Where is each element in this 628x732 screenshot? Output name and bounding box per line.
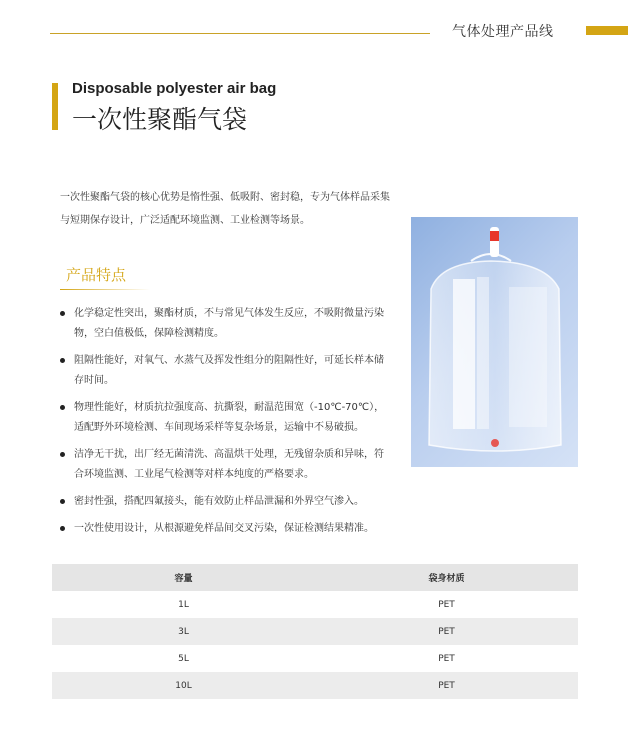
feature-item: 洁净无干扰，出厂经无菌清洗、高温烘干处理，无残留杂质和异味，符合环境监测、工业尾气检测等对样本纯度的严格要求。 <box>60 445 385 485</box>
feature-item: 密封性强，搭配四氟接头，能有效防止样品泄漏和外界空气渗入。 <box>60 492 385 512</box>
column-header-capacity: 容量 <box>52 564 315 591</box>
product-title-cn: 一次性聚酯气袋 <box>72 105 248 134</box>
table-row <box>52 672 578 699</box>
bullet-icon <box>60 405 65 410</box>
bullet-icon <box>60 311 65 316</box>
product-photo <box>411 217 578 467</box>
air-bag-illustration <box>411 217 578 467</box>
header-rule <box>50 33 430 34</box>
bullet-icon <box>60 526 65 531</box>
table-row <box>52 591 578 618</box>
table-row <box>52 645 578 672</box>
product-title-en: Disposable polyester air bag <box>72 80 277 97</box>
feature-item: 一次性使用设计，从根源避免样品间交叉污染，保证检测结果精准。 <box>60 519 385 539</box>
table-row <box>52 618 578 645</box>
cell-material: PET <box>438 653 455 664</box>
features-heading-rule <box>60 289 150 290</box>
product-intro: 一次性聚酯气袋的核心优势是惰性强、低吸附、密封稳，专为气体样品采集与短期保存设计，广泛适配环境监测、工业检测等场景。 <box>60 192 390 226</box>
feature-item: 化学稳定性突出，聚酯材质，不与常见气体发生反应，不吸附微量污染物，空白值极低，保障检测精度。 <box>60 304 385 344</box>
feature-item: 物理性能好，材质抗拉强度高、抗撕裂，耐温范围宽（-10℃-70℃），适配野外环境检测、车间现场采样等复杂场景，运输中不易破损。 <box>60 398 385 438</box>
header-accent-bar <box>586 26 628 35</box>
bullet-icon <box>60 358 65 363</box>
bullet-icon <box>60 452 65 457</box>
title-accent-bar <box>52 83 58 130</box>
cell-capacity: 1L <box>178 599 189 610</box>
feature-item: 阻隔性能好，对氧气、水蒸气及挥发性组分的阻隔性好，可延长样本储存时间。 <box>60 351 385 391</box>
column-header-material: 袋身材质 <box>315 564 578 591</box>
cell-capacity: 10L <box>52 672 315 699</box>
spec-table <box>52 564 578 699</box>
cell-material: PET <box>315 672 578 699</box>
cell-material: PET <box>315 618 578 645</box>
cell-material: PET <box>438 599 455 610</box>
features-list <box>60 304 385 546</box>
table-header-row <box>52 564 578 591</box>
section-title: 气体处理产品线 <box>452 24 554 40</box>
bullet-icon <box>60 499 65 504</box>
cell-capacity: 3L <box>52 618 315 645</box>
cell-capacity: 5L <box>178 653 189 664</box>
features-heading: 产品特点 <box>66 266 127 284</box>
